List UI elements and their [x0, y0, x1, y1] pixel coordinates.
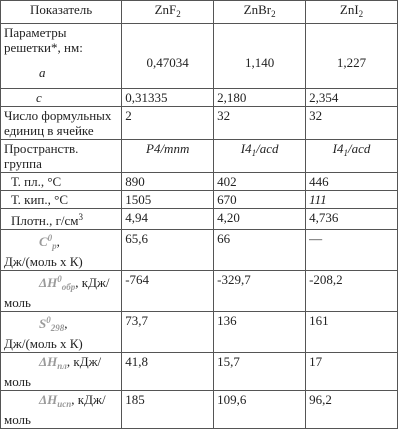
cp-symbol: $C^0_p$, [39, 233, 60, 251]
boiling-znf2: 1505 [122, 191, 214, 209]
s298-znf2: 73,7 [122, 312, 214, 353]
header-znbr2-sub: 2 [271, 9, 276, 19]
lattice-label: Параметры решетки*, нм: [4, 25, 83, 55]
s298-symbol-sub: 298 [50, 323, 65, 333]
space-group-znf2: P4/mnm [122, 140, 214, 173]
space-group-zni2-base: I4 [332, 141, 344, 156]
density-label-sup: 3 [78, 212, 84, 222]
dh-vap-unit-tail: моль [4, 412, 31, 427]
table-row-cp [1, 230, 398, 271]
density-label: Плотн., г/см [11, 213, 79, 228]
dh-melt-unit-tail: моль [4, 374, 31, 389]
melting-zni2: 446 [306, 173, 398, 191]
cp-unit: Дж/(моль х К) [4, 254, 83, 269]
lattice-a-znbr2 [214, 24, 306, 89]
cp-znf2: 65,6 [122, 230, 214, 271]
dh-vap-label-cell [1, 391, 122, 429]
space-group-label: Пространств. группа [1, 140, 122, 173]
dh-vap-symbol [4, 392, 118, 412]
table-row-s298 [1, 312, 398, 353]
header-znf2-base: ZnF [154, 2, 177, 17]
table-row-space-group [1, 140, 398, 173]
space-group-zni2 [306, 140, 398, 173]
lattice-a-znf2 [122, 24, 214, 89]
dh-melt-znbr2: 15,7 [214, 353, 306, 391]
param-c-label: c [1, 89, 122, 107]
dh-form-symbol-sup: 0 [57, 274, 62, 284]
table-row-boiling [1, 191, 398, 209]
cp-zni2: — [306, 230, 398, 271]
dh-melt-znf2: 41,8 [122, 353, 214, 391]
lattice-a-znbr2-value: 1,140 [244, 55, 275, 70]
dh-form-unit-inline: , кДж/ [75, 275, 110, 290]
dh-vap-zni2: 96,2 [306, 391, 398, 429]
melting-znbr2: 402 [214, 173, 306, 191]
table-row-dh-form [1, 271, 398, 312]
formula-units-znbr2: 32 [214, 107, 306, 140]
header-znbr2-base: ZnBr [243, 2, 272, 17]
param-c-znbr2: 2,180 [214, 89, 306, 107]
dh-form-znf2: -764 [122, 271, 214, 312]
formula-units-zni2: 32 [306, 107, 398, 140]
cp-label-cell [1, 230, 122, 271]
space-group-znbr2-sub: 1 [251, 148, 257, 158]
table-row-density [1, 209, 398, 230]
dh-vap-symbol-sub: исп [57, 399, 72, 409]
dh-form-symbol-sub: обр [61, 282, 76, 292]
table-row-lattice [1, 24, 398, 89]
s298-zni2: 161 [306, 312, 398, 353]
space-group-zni2-sub: 1 [343, 148, 348, 158]
dh-form-symbol-letter: ΔH [39, 275, 58, 290]
header-zni2-sub: 2 [358, 9, 364, 19]
dh-form-label-cell [1, 271, 122, 312]
cp-znbr2: 66 [214, 230, 306, 271]
lattice-param-a: a [39, 65, 46, 80]
boiling-znbr2: 670 [214, 191, 306, 209]
dh-form-znbr2: -329,7 [214, 271, 306, 312]
dh-melt-symbol [4, 354, 118, 374]
s298-symbol: $S^0_{298}$, [39, 315, 68, 333]
boiling-zni2: 111 [306, 191, 398, 209]
density-znbr2: 4,20 [214, 209, 306, 230]
space-group-znbr2 [214, 140, 306, 173]
cp-symbol-sub: p [52, 241, 57, 251]
dh-vap-znbr2: 109,6 [214, 391, 306, 429]
header-znf2-sub: 2 [176, 9, 181, 19]
dh-vap-znf2: 185 [122, 391, 214, 429]
s298-znbr2: 136 [214, 312, 306, 353]
lattice-label-cell [1, 24, 122, 89]
dh-vap-unit-inline: , кДж/ [71, 392, 106, 407]
header-zni2 [306, 1, 398, 24]
dh-form-symbol [4, 272, 118, 295]
s298-unit: Дж/(моль х К) [4, 336, 83, 351]
param-c-zni2: 2,354 [306, 89, 398, 107]
cp-symbol-letter: C [39, 234, 48, 249]
lattice-a-zni2 [306, 24, 398, 89]
space-group-znbr2-rest: /acd [256, 141, 279, 156]
space-group-zni2-rest: /acd [348, 141, 371, 156]
dh-vap-symbol-letter: ΔH [39, 392, 58, 407]
table-header-row [1, 1, 398, 24]
header-zni2-base: ZnI [339, 2, 359, 17]
dh-melt-symbol-sub: пл [57, 361, 67, 371]
lattice-a-zni2-value: 1,227 [336, 55, 367, 70]
melting-label: Т. пл., °С [1, 173, 122, 191]
dh-form-zni2: -208,2 [306, 271, 398, 312]
s298-symbol-letter: S [39, 316, 47, 331]
formula-units-znf2: 2 [122, 107, 214, 140]
header-znf2 [122, 1, 214, 24]
header-znbr2 [214, 1, 306, 24]
boiling-label: Т. кип., °С [1, 191, 122, 209]
dh-form-unit-tail: моль [4, 295, 31, 310]
header-property [1, 1, 122, 24]
table-row-formula-units [1, 107, 398, 140]
dh-melt-zni2: 17 [306, 353, 398, 391]
s298-symbol-sup: 0 [46, 315, 51, 325]
density-zni2: 4,736 [306, 209, 398, 230]
table-row-dh-vap [1, 391, 398, 429]
density-znf2: 4,94 [122, 209, 214, 230]
density-label-cell [1, 209, 122, 230]
melting-znf2: 890 [122, 173, 214, 191]
dh-melt-symbol-letter: ΔH [39, 354, 58, 369]
cp-symbol-sup: 0 [47, 233, 53, 243]
lattice-a-znf2-value: 0,47034 [146, 55, 189, 70]
table-row-dh-melt [1, 353, 398, 391]
formula-units-label: Число формульных единиц в ячейке [1, 107, 122, 140]
dh-melt-label-cell [1, 353, 122, 391]
header-property-label: Показатель [30, 2, 93, 17]
s298-label-cell [1, 312, 122, 353]
table-row-melting [1, 173, 398, 191]
param-c-znf2: 0,31335 [122, 89, 214, 107]
space-group-znbr2-base: I4 [240, 141, 252, 156]
table-row-param-c [1, 89, 398, 107]
dh-melt-unit-inline: , кДж/ [66, 354, 102, 369]
